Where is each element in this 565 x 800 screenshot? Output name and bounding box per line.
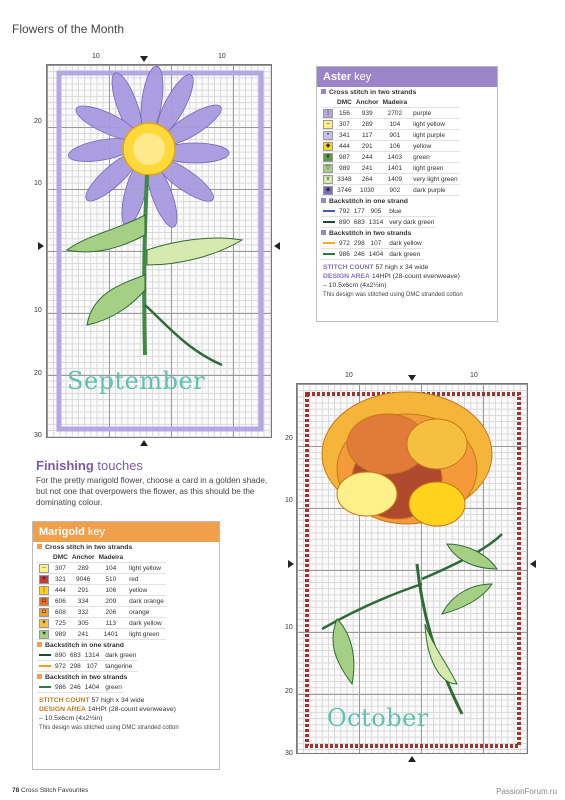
marigold-left-num-20b: 20	[285, 688, 293, 695]
cell-dmc: 307	[51, 563, 70, 574]
marigold-center-arrow-right	[530, 560, 536, 568]
marigold-back2-label-text: Backstitch in two strands	[45, 674, 128, 681]
backstitch-line	[37, 682, 53, 693]
cell-dmc: 792	[339, 207, 350, 215]
cell-madeira: 104	[381, 119, 410, 130]
backstitch-line	[321, 249, 337, 260]
thread-swatch-icon: v	[323, 175, 333, 184]
thread-symbol	[37, 618, 51, 629]
cell-color-name: yellow	[409, 141, 459, 152]
cell-color-name: light purple	[409, 130, 459, 141]
cell-color-name: dark yellow	[385, 238, 424, 249]
backstitch-line	[37, 650, 53, 661]
cell-anchor: 246	[353, 250, 365, 258]
cell-color-name: very dark green	[385, 217, 436, 228]
aster-left-num-20: 20	[34, 118, 42, 125]
watermark: PassionForum.ru	[496, 787, 557, 796]
cell-anchor: 246	[69, 683, 81, 691]
cell-madeira: 1409	[381, 174, 410, 185]
cell-madeira: 2702	[381, 108, 410, 119]
cell-anchor: 244	[354, 152, 381, 163]
backstitch-line-icon	[323, 221, 335, 223]
finishing-title	[36, 458, 276, 473]
table-header-row	[37, 552, 166, 563]
page-title: Flowers of the Month	[12, 22, 125, 36]
thread-symbol	[37, 563, 51, 574]
thread-symbol	[321, 174, 335, 185]
thread-swatch-icon: ✦	[39, 619, 49, 628]
cell-color-name: dark yellow	[125, 618, 166, 629]
aster-stats	[317, 260, 497, 290]
cell-color-name: dark green	[385, 249, 424, 260]
cell-dmc: 606	[51, 596, 70, 607]
thread-symbol	[37, 585, 51, 596]
thread-symbol	[321, 185, 335, 196]
table-row	[321, 163, 460, 174]
table-row	[321, 249, 424, 260]
cell-dmc: 725	[51, 618, 70, 629]
table-row	[37, 682, 124, 693]
aster-cross-label	[317, 87, 497, 97]
thread-swatch-icon: ◘	[39, 608, 49, 617]
cell-dmc: 987	[335, 152, 354, 163]
cell-dmc: 972	[339, 239, 350, 247]
marigold-stats	[33, 693, 219, 723]
aster-design-area-size: – 10.5x6cm (4x2½in)	[323, 282, 387, 289]
cell-color-name: light green	[125, 629, 166, 640]
aster-back1-table	[321, 206, 436, 228]
cell-anchor: 939	[354, 108, 381, 119]
aster-center-arrow-right	[274, 242, 280, 250]
cell-anchor: 683	[69, 651, 81, 659]
aster-chart-grid	[46, 64, 272, 438]
backstitch-line-icon	[39, 686, 51, 688]
cell-madeira: 107	[83, 661, 101, 672]
cell-madeira: 510	[97, 574, 126, 585]
thread-swatch-icon: ▼	[323, 153, 333, 162]
table-row	[37, 585, 166, 596]
marigold-cross-label-text: Cross stitch in two strands	[45, 544, 133, 551]
thread-swatch-icon: ◆	[323, 186, 333, 195]
marigold-note: This design was stitched using DMC stranded cotton	[39, 725, 179, 731]
table-row	[321, 119, 460, 130]
marigold-key-header	[33, 522, 219, 542]
cell-madeira: 206	[97, 607, 126, 618]
backstitch-line	[321, 238, 337, 249]
cell-color-name: yellow	[125, 585, 166, 596]
cell-madeira: 106	[381, 141, 410, 152]
magazine-name: Cross Stitch Favourites	[21, 787, 89, 794]
thread-symbol	[37, 596, 51, 607]
cell-anchor: 683	[353, 218, 365, 226]
aster-left-num-30: 30	[34, 432, 42, 439]
aster-note: This design was stitched using DMC stranded cotton	[323, 292, 463, 298]
table-row	[37, 596, 166, 607]
aster-key-title-suffix: key	[351, 71, 372, 83]
aster-back2-label-text: Backstitch in two strands	[329, 230, 412, 237]
backstitch-line	[37, 661, 53, 672]
table-row	[321, 152, 460, 163]
cell-dmc: 608	[51, 607, 70, 618]
cell-madeira: 902	[381, 185, 410, 196]
backstitch-line	[321, 206, 337, 217]
thread-symbol	[321, 152, 335, 163]
aster-design-area-label: DESIGN AREA	[323, 273, 370, 280]
aster-back1-label-text: Backstitch in one strand	[329, 198, 408, 205]
thread-symbol	[37, 607, 51, 618]
cell-color-name: blue	[385, 206, 436, 217]
aster-back2-table	[321, 238, 424, 260]
backstitch-line-icon	[323, 210, 335, 212]
cell-color-name: purple	[409, 108, 459, 119]
col-madeira: Madeira	[382, 98, 408, 106]
table-row	[321, 238, 424, 249]
cell-madeira: 905	[367, 206, 385, 217]
thread-swatch-icon: ♥	[39, 630, 49, 639]
thread-swatch-icon: |	[39, 586, 49, 595]
cell-madeira: 1404	[84, 683, 100, 691]
cell-anchor: 289	[70, 563, 97, 574]
thread-symbol	[37, 574, 51, 585]
cell-dmc: 341	[335, 130, 354, 141]
cell-dmc: 890	[339, 218, 350, 226]
marigold-key-title-suffix: key	[84, 526, 106, 538]
table-row	[321, 185, 460, 196]
col-anchor: Anchor	[71, 553, 95, 561]
cell-dmc: 986	[339, 250, 350, 258]
cell-color-name: green	[409, 152, 459, 163]
marigold-stitch-count: 57 high x 34 wide	[89, 697, 145, 704]
bullet-square-icon	[321, 89, 326, 94]
bullet-square-icon	[321, 230, 326, 235]
cell-anchor: 177	[353, 207, 365, 215]
finishing-text: For the pretty marigold flower, choose a card in a golden shade, but not one that overpowers the flower, as this should be the dominating colour.	[36, 476, 268, 507]
finishing-title-rest: touches	[93, 458, 143, 473]
marigold-key-title: Marigold	[39, 526, 85, 538]
marigold-design-area-label: DESIGN AREA	[39, 706, 86, 713]
cell-color-name: light yellow	[125, 563, 166, 574]
marigold-top-num-right: 10	[470, 372, 478, 379]
cell-dmc: 321	[51, 574, 70, 585]
marigold-back1-label	[33, 640, 219, 650]
cell-anchor: 334	[70, 596, 97, 607]
marigold-design-area: 14HPI (28-count evenweave)	[85, 706, 176, 713]
table-row	[321, 174, 460, 185]
table-row	[321, 130, 460, 141]
marigold-back2-table	[37, 682, 124, 693]
aster-top-num-right: 10	[218, 53, 226, 60]
cell-color-name: orange	[125, 607, 166, 618]
cell-color-name: very light green	[409, 174, 459, 185]
thread-swatch-icon: ▽	[323, 164, 333, 173]
finishing-title-bold: Finishing	[36, 458, 94, 473]
cell-anchor: 1030	[354, 185, 381, 196]
cell-color-name: tangerine	[101, 661, 138, 672]
cell-dmc: 986	[55, 683, 66, 691]
table-row	[37, 574, 166, 585]
table-row	[321, 108, 460, 119]
cell-anchor: 241	[354, 163, 381, 174]
col-madeira: Madeira	[98, 553, 124, 561]
aster-top-num-left: 10	[92, 53, 100, 60]
aster-key-header	[317, 67, 497, 87]
cell-madeira: 104	[97, 563, 126, 574]
marigold-center-arrow-top	[408, 375, 416, 381]
table-row	[37, 661, 138, 672]
cell-anchor: 291	[354, 141, 381, 152]
table-row	[37, 629, 166, 640]
aster-design-area: 14HPI (28-count evenweave)	[369, 273, 460, 280]
aster-key-title: Aster	[323, 71, 352, 83]
aster-left-num-20b: 20	[34, 370, 42, 377]
table-row	[37, 607, 166, 618]
cell-color-name: light yellow	[409, 119, 459, 130]
cell-madeira: 1401	[97, 629, 126, 640]
table-row	[321, 206, 436, 217]
thread-symbol	[321, 130, 335, 141]
bullet-square-icon	[37, 642, 42, 647]
cell-anchor: 298	[69, 662, 81, 670]
cell-color-name: red	[125, 574, 166, 585]
marigold-back1-label-text: Backstitch in one strand	[45, 642, 124, 649]
backstitch-line-icon	[39, 665, 51, 667]
thread-symbol	[321, 108, 335, 119]
aster-back1-label	[317, 196, 497, 206]
thread-symbol	[321, 141, 335, 152]
marigold-chart-word: October	[327, 704, 429, 732]
aster-stitch-count-label: STITCH COUNT	[323, 264, 374, 271]
cell-color-name: green	[101, 682, 124, 693]
thread-swatch-icon: ◘	[39, 597, 49, 606]
thread-swatch-icon: –	[323, 120, 333, 129]
cell-dmc: 989	[335, 163, 354, 174]
aster-key-panel	[316, 66, 498, 322]
cell-madeira: 1314	[368, 218, 384, 226]
cell-madeira: 1403	[381, 152, 410, 163]
col-dmc: DMC	[53, 553, 68, 561]
cell-anchor: 298	[353, 239, 365, 247]
backstitch-line-icon	[323, 242, 335, 244]
cell-dmc: 156	[335, 108, 354, 119]
cell-dmc: 972	[55, 662, 66, 670]
cell-madeira: 209	[97, 596, 126, 607]
marigold-back1-table	[37, 650, 138, 672]
cell-color-name: dark purple	[409, 185, 459, 196]
cell-dmc: 989	[51, 629, 70, 640]
aster-left-num-10b: 10	[34, 307, 42, 314]
col-anchor: Anchor	[355, 98, 379, 106]
table-row	[37, 650, 138, 661]
marigold-back2-label	[33, 672, 219, 682]
aster-cross-label-text: Cross stitch in two strands	[329, 89, 417, 96]
marigold-flower-motif	[297, 384, 529, 755]
cell-color-name: dark green	[101, 650, 138, 661]
marigold-left-num-10b: 10	[285, 624, 293, 631]
marigold-design-area-size: – 10.5x6cm (4x2½in)	[39, 715, 103, 722]
aster-left-num-10: 10	[34, 180, 42, 187]
marigold-cross-table	[37, 552, 166, 640]
cell-madeira: 107	[367, 238, 385, 249]
cell-dmc: 890	[55, 651, 66, 659]
thread-swatch-icon: ♥	[39, 575, 49, 584]
table-row	[37, 563, 166, 574]
col-dmc: DMC	[337, 98, 352, 106]
bullet-square-icon	[321, 198, 326, 203]
thread-swatch-icon: –	[39, 564, 49, 573]
cell-dmc: 444	[51, 585, 70, 596]
backstitch-line	[321, 217, 337, 228]
thread-swatch-icon: ◆	[323, 142, 333, 151]
marigold-chart-grid	[296, 383, 528, 754]
cell-madeira: 1404	[368, 250, 384, 258]
cell-dmc: 307	[335, 119, 354, 130]
aster-chart-word: September	[67, 367, 206, 395]
marigold-center-arrow-bottom	[408, 756, 416, 762]
thread-symbol	[37, 629, 51, 640]
table-header-row	[321, 97, 460, 108]
cell-madeira: 1401	[381, 163, 410, 174]
thread-symbol	[321, 163, 335, 174]
cell-anchor: 332	[70, 607, 97, 618]
marigold-center-arrow-left	[288, 560, 294, 568]
bullet-square-icon	[37, 544, 42, 549]
finishing-touches	[36, 458, 276, 508]
cell-madeira: 901	[381, 130, 410, 141]
marigold-left-num-30: 30	[285, 750, 293, 757]
aster-center-arrow-bottom	[140, 440, 148, 446]
page-footer	[12, 787, 88, 794]
aster-center-arrow-left	[38, 242, 44, 250]
cell-madeira: 1314	[84, 651, 100, 659]
cell-anchor: 289	[354, 119, 381, 130]
backstitch-line-icon	[39, 654, 51, 656]
marigold-cross-label	[33, 542, 219, 552]
cell-dmc: 3746	[335, 185, 354, 196]
cell-anchor: 9046	[70, 574, 97, 585]
cell-madeira: 113	[97, 618, 126, 629]
page-number: 78	[12, 787, 20, 794]
thread-swatch-icon: |	[323, 109, 333, 118]
cell-dmc: 3348	[335, 174, 354, 185]
aster-center-arrow-top	[140, 56, 148, 62]
cell-color-name: dark orange	[125, 596, 166, 607]
cell-anchor: 291	[70, 585, 97, 596]
marigold-top-num-left: 10	[345, 372, 353, 379]
aster-cross-table	[321, 97, 460, 196]
thread-swatch-icon: •	[323, 131, 333, 140]
marigold-key-panel	[32, 521, 220, 770]
cell-madeira: 106	[97, 585, 126, 596]
cell-dmc: 444	[335, 141, 354, 152]
aster-back2-label	[317, 228, 497, 238]
cell-anchor: 264	[354, 174, 381, 185]
table-row	[321, 217, 436, 228]
cell-anchor: 305	[70, 618, 97, 629]
marigold-left-num-10: 10	[285, 497, 293, 504]
cell-anchor: 117	[354, 130, 381, 141]
table-row	[321, 141, 460, 152]
aster-stitch-count: 57 high x 34 wide	[373, 264, 429, 271]
table-row	[37, 618, 166, 629]
marigold-stitch-count-label: STITCH COUNT	[39, 697, 90, 704]
cell-color-name: light green	[409, 163, 459, 174]
thread-symbol	[321, 119, 335, 130]
marigold-left-num-20: 20	[285, 435, 293, 442]
backstitch-line-icon	[323, 253, 335, 255]
bullet-square-icon	[37, 674, 42, 679]
cell-anchor: 241	[70, 629, 97, 640]
